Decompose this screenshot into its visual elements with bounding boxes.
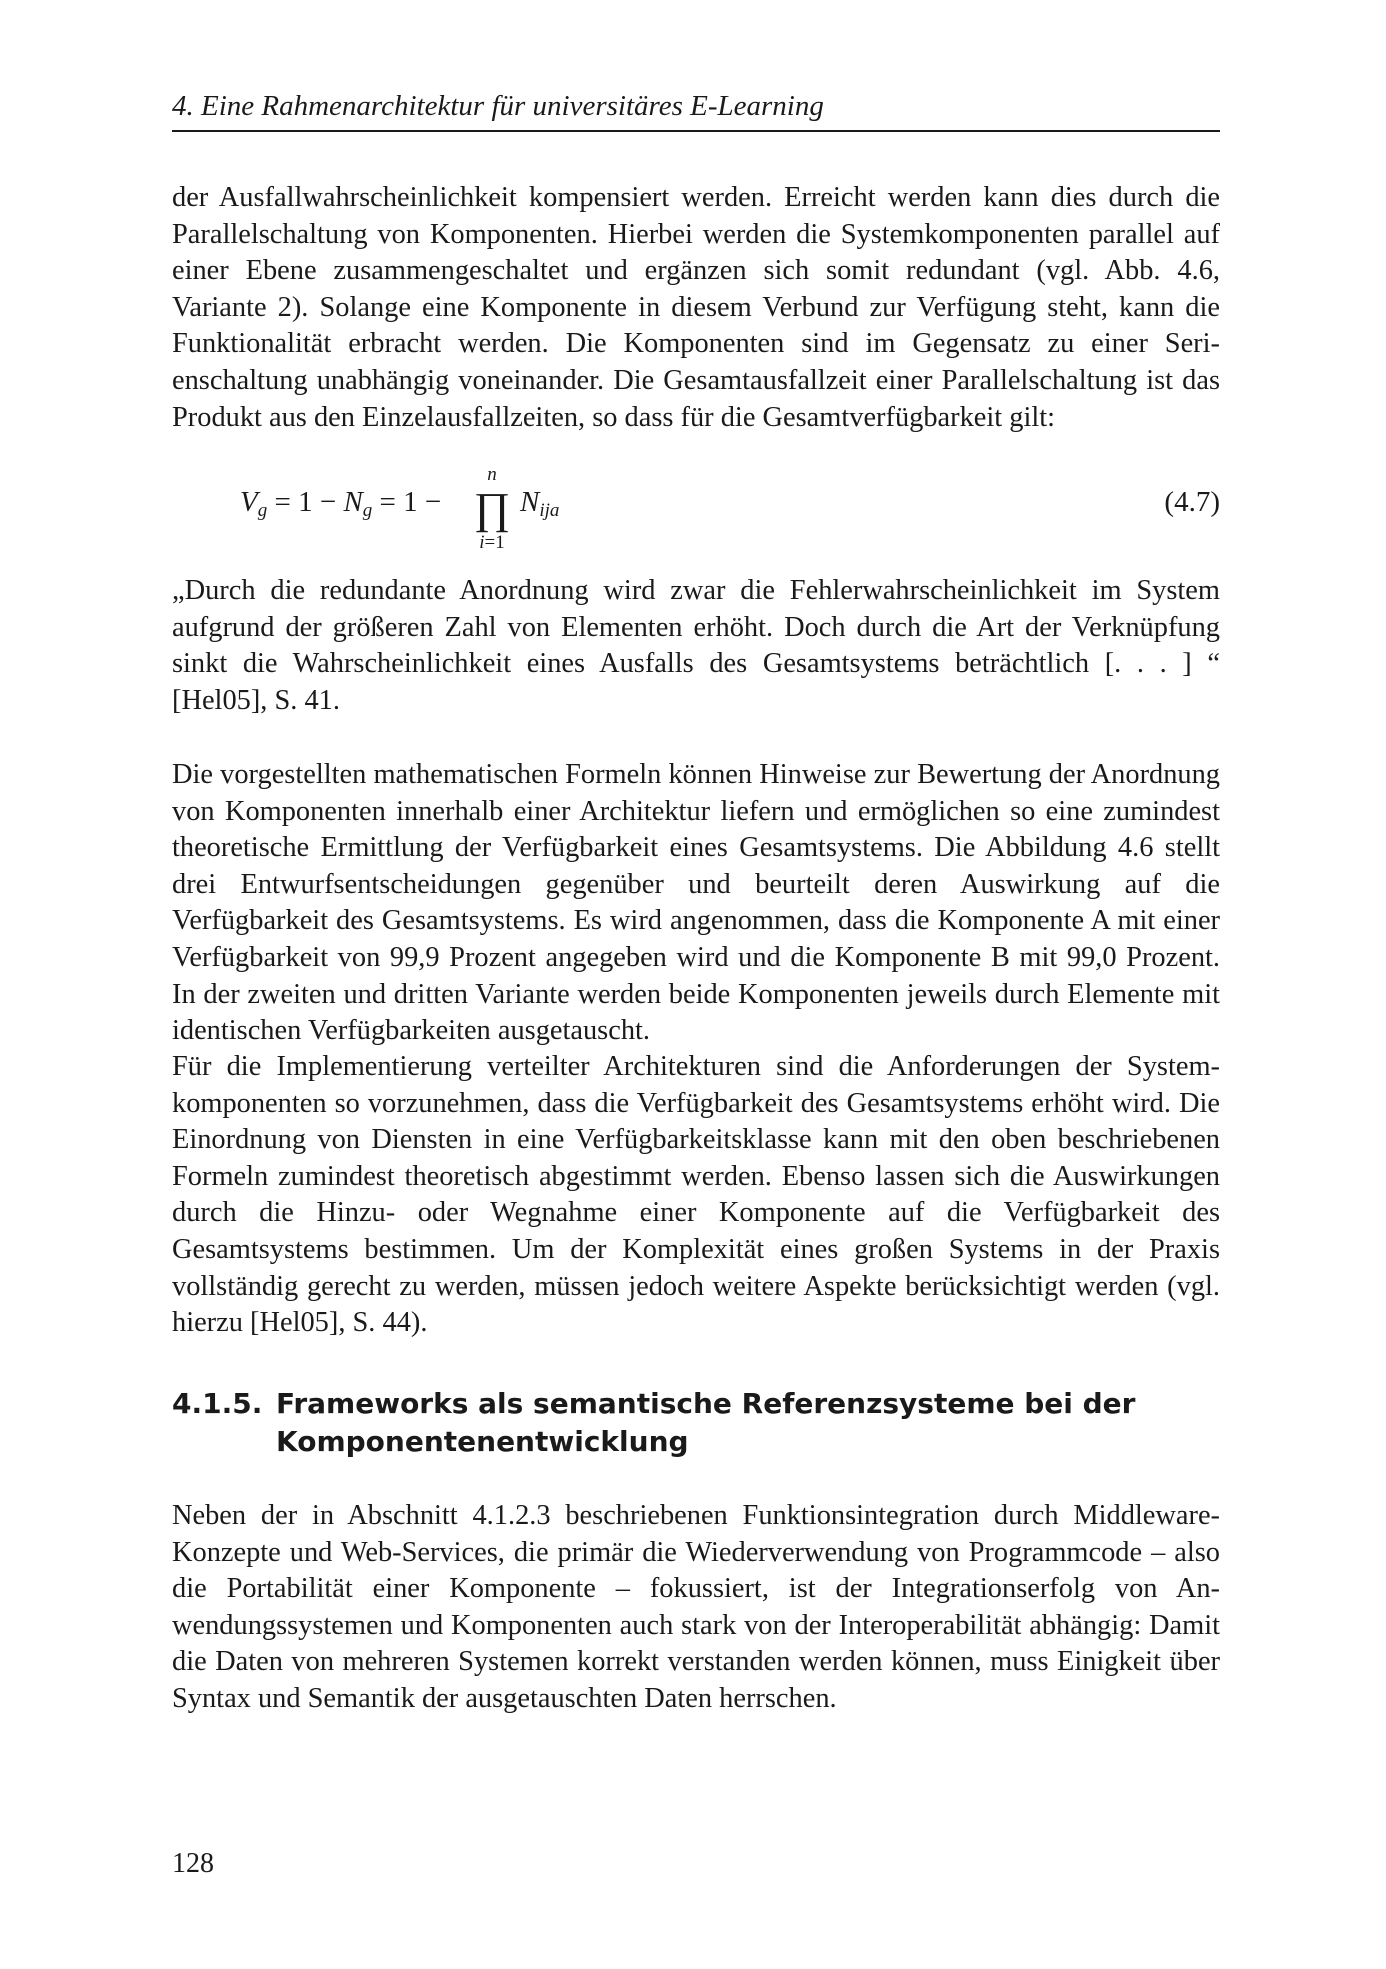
eq-term-sub: ija [539,500,560,521]
paragraph-implementation: Für die Implementierung verteilter Architekturen sind die Anforderungen der Systemkomponenten so vorzunehmen, dass die Verfügbarkeit des Gesamtsystems erhöht wird. Die Einordnung von Diensten in eine Verfügbarkeitsklasse kann mit den oben beschriebenen Formeln zumindest theoretisch abgestimmt werden. Ebenso lassen sich die Auswirkungen durch die Hinzu- oder Wegnahme einer Komponente auf die Verfügbarkeit des Gesamtsystems bestimmen. Um der Komplexität eines großen Systems in der Praxis vollständig gerecht zu werden, müssen jedoch weitere Aspekte berücksichtigt werden (vgl. hierzu [Hel05], S. 44). [172,1051,1220,1339]
section-number: 4.1.5. [172,1387,263,1420]
product-symbol: ∏ [473,484,511,533]
section-heading-4-1-5 [172,1385,1220,1461]
paragraph-parallel-circuit: der Ausfallwahrscheinlichkeit kompensiert werden. Erreicht werden kann dies durch die Parallelschaltung von Komponenten. Hierbei werden die Systemkomponenten parallel auf einer Ebene zusammengeschaltet und ergänzen sich somit redundant (vgl. Abb. 4.6, Variante 2). Solange eine Komponente in diesem Verbund zur Verfügung steht, kann die Funktionalität erbracht werden. Die Komponenten sind im Gegensatz zu einer Serienschaltung unabhängig voneinander. Die Gesamtausfallzeit einer Parallelschaltung ist das Produkt aus den Einzelausfallzeiten, so dass für die Gesamtverfügbarkeit gilt: [172,182,1220,433]
equation-number: (4.7) [1164,486,1220,518]
running-header [172,86,1220,132]
product-operator [472,464,512,554]
equation-lhs [240,486,441,522]
paragraph-formulas: Die vorgestellten mathematischen Formeln können Hinweise zur Bewertung der Anordnung von Komponenten innerhalb einer Architektur liefern und ermöglichen so eine zumindest theoretische Ermittlung der Verfügbarkeit eines Gesamtsystems. Die Abbildung 4.6 stellt drei Entwurfsentscheidungen gegenüber und beurteilt deren Auswirkung auf die Verfügbarkeit des Gesamtsystems. Es wird angenommen, dass die Komponente A mit einer Verfügbarkeit von 99,9 Prozent angegeben wird und die Komponente B mit 99,0 Prozent. In der zweiten und dritten Variante werden beide Komponenten jeweils durch Elemente mit identischen Verfügbarkeiten ausgetauscht. [172,759,1220,1047]
product-lower-rest: =1 [484,532,505,553]
eq-op-2: = 1 − [372,486,442,518]
section-title-line1: Frameworks als semantische Referenzsysteme bei der [276,1387,1136,1420]
section-title-line2: Komponentenentwicklung [276,1425,689,1458]
eq-var-v: V [240,486,258,518]
eq-term-var: N [520,486,540,518]
page-number: 128 [172,1848,214,1879]
paragraph-quote: „Durch die redundante Anordnung wird zwar die Fehlerwahrscheinlichkeit im System aufgrund der größeren Zahl von Elementen erhöht. Doch durch die Art der Verknüpfung sinkt die Wahrscheinlichkeit eines Ausfalls des Gesamtsystems beträchtlich [. . . ] “ [Hel05], S. 41. [172,575,1220,716]
product-upper-limit: n [487,464,497,485]
eq-sub-g1: g [257,500,268,521]
eq-op-1: = 1 − [267,486,344,518]
equation-product-term [520,486,559,522]
eq-sub-g2: g [362,500,373,521]
product-lower-var: i [479,532,485,553]
paragraph-interoperability: Neben der in Abschnitt 4.1.2.3 beschriebenen Funktionsintegration durch Middleware-Konzepte und Web-Services, die primär die Wiederverwendung von Programmcode – also die Portabilität einer Komponente – fokussiert, ist der Integrationserfolg von Anwendungssystemen und Komponenten auch stark von der Interoperabilität abhängig: Damit die Daten von mehreren Systemen korrekt verstanden werden können, muss Einigkeit über Syntax und Semantik der ausgetauschten Daten herrschen. [172,1500,1220,1714]
equation-4-7 [240,464,1220,564]
running-header-title: 4. Eine Rahmenarchitektur für universitäres E-Learning [172,90,824,122]
product-lower-limit [472,532,512,554]
eq-var-n: N [343,486,363,518]
